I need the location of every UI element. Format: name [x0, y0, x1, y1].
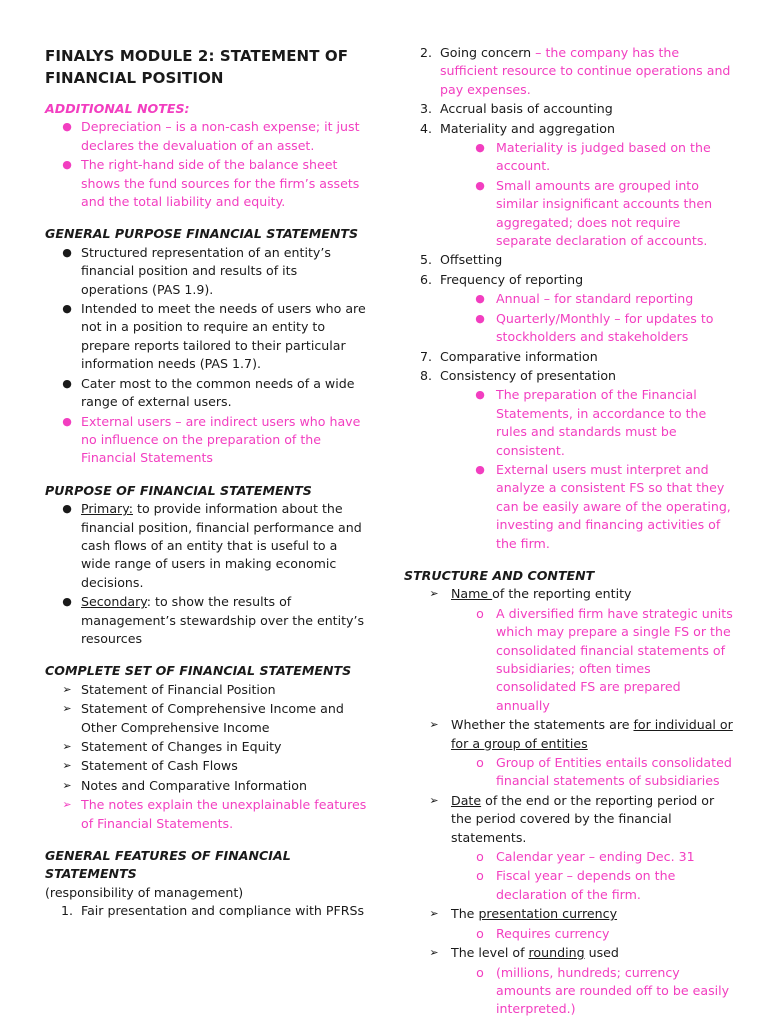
right-column [404, 44, 734, 1020]
bullet-icon: ● [62, 120, 72, 134]
purpose-section [45, 482, 367, 649]
list-item [404, 251, 734, 269]
list-number: 8. [419, 367, 432, 383]
list-item [45, 681, 367, 699]
list-item [404, 120, 734, 138]
list-item-text: Materiality and aggregation [440, 120, 615, 136]
bullet-icon: ● [62, 595, 72, 609]
arrow-bullet-icon: ➢ [62, 759, 72, 773]
bullet-icon: ● [62, 245, 72, 259]
list-number: 2. [419, 45, 432, 60]
list-item-text: Intended to meet the needs of users who are not in a position to require an entity to prepare reports tailored to their particular information needs (PAS 1.7). [81, 301, 366, 372]
list-item [404, 271, 734, 289]
general-purpose-fs-heading: GENERAL PURPOSE FINANCIAL STATEMENTS [45, 226, 359, 242]
list-number: 4. [419, 120, 432, 136]
list-item [45, 738, 367, 756]
list-item [404, 367, 734, 385]
left-column [45, 45, 367, 922]
list-item [45, 700, 367, 737]
list-item-text: The right-hand side of the balance sheet shows the fund sources for the firm’s assets and the total liability and equity. [81, 157, 360, 210]
underlined-text: presentation currency [478, 906, 618, 922]
list-item-text: Notes and Comparative Information [81, 777, 307, 793]
list-item-text: Statement of Cash Flows [81, 758, 238, 774]
list-number: 3. [419, 101, 432, 117]
list-item [404, 348, 734, 366]
sub-list-item [404, 605, 734, 715]
list-item [45, 757, 367, 775]
list-item [45, 156, 367, 211]
list-number: 5. [419, 252, 432, 268]
general-purpose-fs-section [45, 225, 367, 467]
circle-bullet-icon: o [476, 849, 484, 865]
sub-list-item-text: Group of Entities entails consolidated financial statements of subsidiaries [496, 755, 732, 789]
purpose-heading: PURPOSE OF FINANCIAL STATEMENTS [45, 482, 312, 498]
bullet-icon: ● [62, 502, 72, 516]
circle-bullet-icon: o [476, 605, 484, 621]
arrow-bullet-icon: ➢ [429, 718, 439, 732]
bullet-icon: ● [475, 462, 485, 476]
sub-list-item-text: Requires currency [496, 925, 610, 941]
bullet-icon: ● [475, 141, 485, 155]
page-title: FINALYS MODULE 2: STATEMENT OF FINANCIAL POSITION [45, 47, 349, 87]
sub-list-item [404, 290, 734, 308]
complete-set-section [45, 662, 367, 833]
list-item-text: Comparative information [440, 348, 598, 364]
secondary-label: Secondary [81, 594, 147, 610]
sub-list-item [404, 461, 734, 553]
circle-bullet-icon: o [476, 868, 484, 884]
list-item-text: Structured representation of an entity’s financial position and results of its operations (PAS 1.9). [81, 244, 331, 297]
list-item [45, 413, 367, 468]
list-item-text: The [451, 906, 479, 922]
list-number: 6. [419, 271, 432, 287]
list-item [404, 100, 734, 118]
structure-heading: STRUCTURE AND CONTENT [404, 567, 595, 583]
list-item [404, 944, 734, 962]
additional-notes-section [45, 100, 367, 211]
list-item [45, 593, 367, 648]
list-item [404, 585, 734, 603]
general-features-section [45, 847, 367, 921]
list-item-text: Fair presentation and compliance with PFRSs [81, 903, 365, 919]
list-item-text: The level of [451, 945, 529, 961]
list-number: 7. [419, 348, 432, 364]
arrow-bullet-icon: ➢ [429, 907, 439, 921]
list-item-text: Statement of Changes in Equity [81, 739, 282, 754]
structure-section [404, 567, 734, 1019]
bullet-icon: ● [475, 311, 485, 325]
arrow-bullet-icon: ➢ [429, 587, 439, 601]
bullet-icon: ● [62, 414, 72, 428]
sub-list-item-text: Fiscal year – depends on the declaration of the firm. [496, 868, 676, 902]
sub-list-item [404, 925, 734, 943]
list-item [404, 905, 734, 923]
bullet-icon: ● [475, 388, 485, 402]
sub-list-item [404, 754, 734, 791]
general-features-heading: GENERAL FEATURES OF FINANCIAL STATEMENTS [45, 848, 291, 882]
underlined-text: rounding [528, 945, 585, 961]
sub-list-item-text: Materiality is judged based on the account. [496, 140, 711, 174]
list-number: 1. [60, 903, 73, 919]
additional-notes-heading: ADDITIONAL NOTES: [45, 101, 190, 116]
arrow-bullet-icon: ➢ [429, 793, 439, 807]
complete-set-heading: COMPLETE SET OF FINANCIAL STATEMENTS [45, 663, 352, 679]
list-item-text: Going concern [440, 45, 532, 60]
list-item [45, 118, 367, 155]
list-item [45, 500, 367, 592]
sub-list-item-text: Quarterly/Monthly – for updates to stockholders and stakeholders [496, 310, 714, 345]
arrow-bullet-icon: ➢ [62, 778, 72, 792]
arrow-bullet-icon: ➢ [429, 946, 439, 960]
list-item [404, 44, 734, 99]
list-item [404, 716, 734, 753]
sub-list-item-text: Calendar year – ending Dec. 31 [496, 849, 695, 865]
sub-list-item [404, 386, 734, 460]
arrow-bullet-icon: ➢ [62, 798, 72, 812]
sub-list-item [404, 848, 734, 866]
sub-list-item-text: Small amounts are grouped into similar insignificant accounts then aggregated; does not require separate declaration of accounts. [496, 177, 713, 249]
list-item-text: External users – are indirect users who have no influence on the preparation of the Financial Statements [81, 413, 361, 466]
sub-list-item [404, 964, 734, 1019]
list-item [45, 777, 367, 795]
bullet-icon: ● [475, 292, 485, 306]
secondary-text: : to show the results of management’s stewardship over the entity’s resources [81, 594, 365, 646]
list-item-text: used [584, 945, 619, 961]
list-item [45, 902, 367, 920]
list-item [45, 796, 367, 833]
sub-list-item [404, 867, 734, 904]
sub-list-item [404, 139, 734, 176]
list-item-text: Frequency of reporting [440, 271, 584, 287]
bullet-icon: ● [62, 302, 72, 316]
sub-list-item-text: (millions, hundreds; currency amounts are rounded off to be easily interpreted.) [496, 964, 730, 1017]
list-item-text: of the reporting entity [492, 586, 632, 602]
primary-label: Primary: [81, 501, 133, 517]
circle-bullet-icon: o [476, 964, 484, 980]
list-item-text: Statement of Financial Position [81, 681, 276, 697]
bullet-icon: ● [62, 376, 72, 390]
list-item-text: Consistency of presentation [440, 367, 617, 383]
list-item-text: The notes explain the unexplainable features of Financial Statements. [81, 797, 367, 831]
primary-text: to provide information about the financial position, financial performance and cash flows of an entity that is useful to a wide range of users in making economic decisions. [81, 501, 362, 590]
underlined-text: for individual or for a group of entities [451, 717, 733, 751]
arrow-bullet-icon: ➢ [62, 740, 72, 753]
bullet-icon: ● [475, 178, 485, 192]
list-item-text: Whether the statements are [451, 717, 634, 733]
sub-list-item-text: A diversified firm have strategic units which may prepare a single FS or the consolidated financial statements of subsidiaries; often times consolidated FS are prepared annually [496, 605, 733, 713]
list-item [404, 792, 734, 847]
general-features-subheading: (responsibility of management) [45, 884, 244, 900]
arrow-bullet-icon: ➢ [62, 702, 72, 716]
list-item-text: Depreciation – is a non-cash expense; it just declares the devaluation of an asset. [81, 119, 360, 153]
sub-list-item [404, 177, 734, 251]
list-item-text: Accrual basis of accounting [440, 101, 613, 117]
name-label: Name [451, 586, 493, 602]
bullet-icon: ● [62, 158, 72, 172]
circle-bullet-icon: o [476, 755, 484, 771]
sub-list-item-text: External users must interpret and analyze a consistent FS so that they can be easily aware of the operating, investing and financing activities of the firm. [496, 461, 731, 551]
date-label: Date [451, 792, 482, 808]
arrow-bullet-icon: ➢ [62, 682, 72, 696]
sub-list-item-text: Annual – for standard reporting [496, 291, 694, 307]
sub-list-item [404, 310, 734, 347]
list-item-note: – the company has the sufficient resource to continue operations and pay expenses. [440, 45, 731, 97]
list-item-text: of the end or the reporting period or the period covered by the financial statements. [451, 792, 715, 845]
list-item-text: Statement of Comprehensive Income and Other Comprehensive Income [81, 701, 344, 735]
sub-list-item-text: The preparation of the Financial Statements, in accordance to the rules and standards must be consistent. [496, 387, 707, 458]
list-item-text: Offsetting [440, 252, 503, 268]
circle-bullet-icon: o [476, 925, 484, 941]
list-item [45, 244, 367, 299]
list-item [45, 375, 367, 412]
list-item-text: Cater most to the common needs of a wide range of external users. [81, 375, 355, 410]
list-item [45, 300, 367, 374]
